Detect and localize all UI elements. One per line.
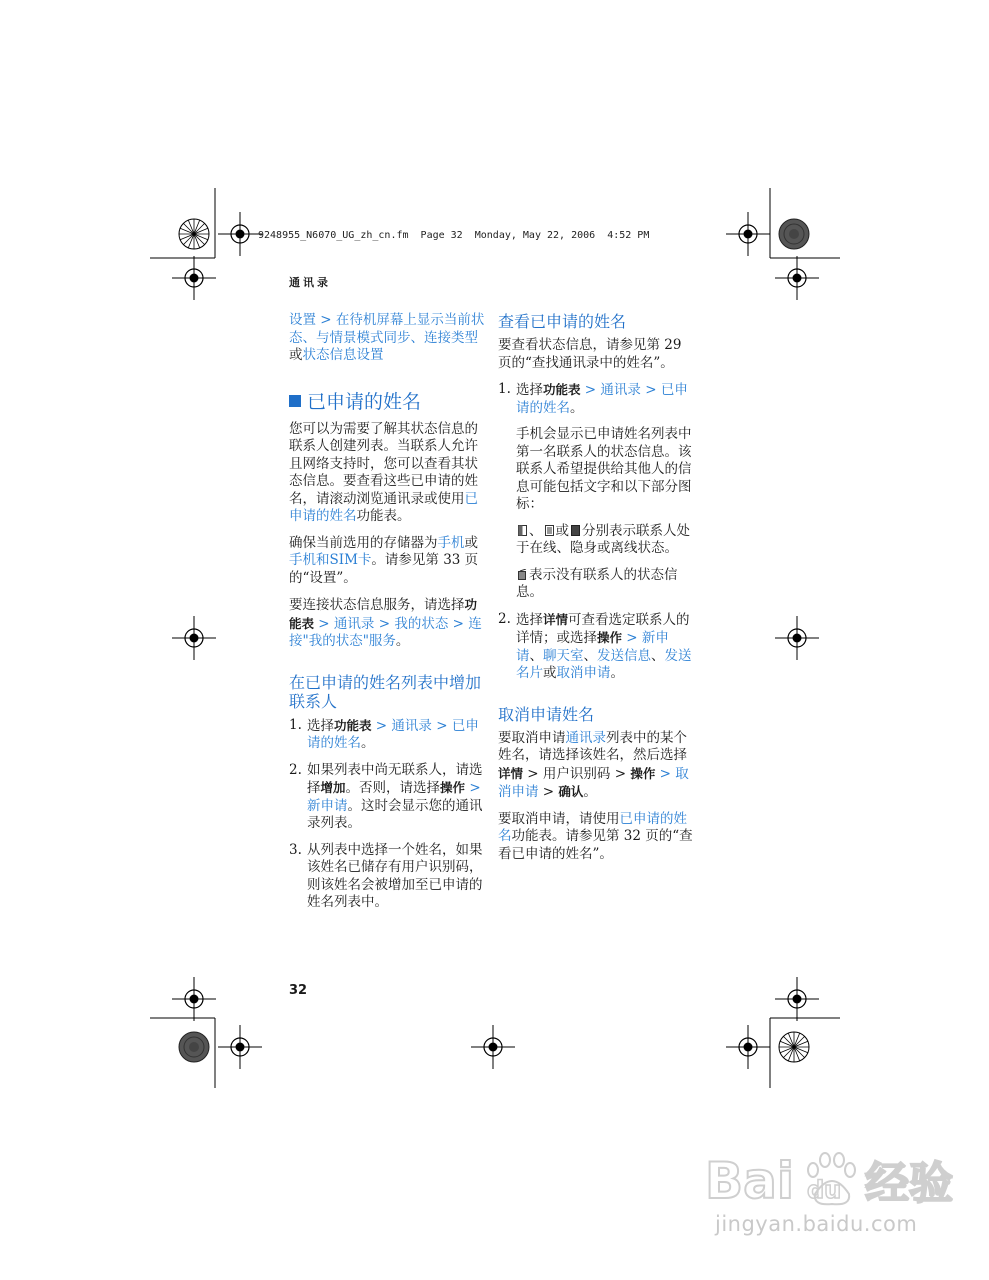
body-paragraph: 要取消申请，请使用已申请的姓名功能表。请参见第 32 页的“查看已申请的姓名”。	[498, 810, 693, 862]
registration-star-icon	[179, 219, 209, 249]
intro-paragraph: 设置 > 在待机屏幕上显示当前状态、与情景模式同步、连接类型或状态信息设置	[289, 312, 485, 363]
list-item: 2. 选择详情可查看选定联系人的详情；或选择操作 > 新申请、聊天室、发送信息、发送名片或取消申请。	[498, 610, 692, 681]
body-paragraph: 要连接状态信息服务，请选择功能表 > 通讯录 > 我的状态 > 连接"我的状态"服务。	[289, 597, 482, 649]
section-title: 已申请的姓名	[289, 391, 485, 413]
online-status-icon	[518, 525, 527, 536]
registration-cross-icon	[218, 212, 262, 256]
menu-link[interactable]: 发送名片	[516, 647, 692, 681]
menu-link[interactable]: 已申请的姓名	[498, 810, 687, 844]
menu-path-link[interactable]: 连接类型	[424, 329, 478, 346]
body-paragraph: 要取消申请通讯录列表中的某个姓名，请选择该姓名，然后选择详情 > 用户识别码 > 操作 > 取消申请 > 确认。	[498, 729, 689, 800]
registration-cross-icon	[775, 616, 819, 660]
menu-link[interactable]: 手机和SIM卡	[289, 552, 372, 568]
menu-link[interactable]: 通讯录	[565, 729, 606, 746]
invisible-status-icon	[545, 525, 554, 536]
menu-link[interactable]: 通讯录	[391, 717, 432, 734]
menu-link[interactable]: 新申请	[307, 797, 348, 814]
menu-link[interactable]: 新申请	[516, 630, 669, 664]
icon-legend: 表示没有联系人的状态信息。	[516, 566, 678, 600]
menu-link[interactable]: 连接"我的状态"服务	[289, 615, 482, 649]
body-paragraph: 确保当前选用的存储器为手机或手机和SIM卡。请参见第 33 页的“设置”。	[289, 534, 479, 586]
section-square-icon	[289, 395, 301, 407]
registration-cross-icon	[471, 1025, 515, 1069]
menu-link[interactable]: 取消申请	[498, 765, 689, 800]
menu-link[interactable]: 手机	[437, 534, 465, 551]
list-item: 1. 选择功能表 > 通讯录 > 已申请的姓名。	[289, 716, 479, 751]
page-number: 32	[289, 983, 308, 998]
registration-cross-icon	[775, 977, 819, 1021]
steps-list	[498, 611, 694, 683]
subsection-title: 查看已申请的姓名	[498, 312, 627, 331]
registration-dark-icon	[779, 219, 809, 249]
step-note: 手机会显示已申请姓名列表中第一名联系人的状态信息。该联系人希望提供给其他人的信息可能包括文字和以下部分图标：	[516, 426, 692, 512]
steps-list	[289, 717, 485, 912]
menu-link[interactable]: 通讯录	[333, 615, 375, 632]
registration-dark-icon	[179, 1032, 209, 1062]
svg-text:经验: 经验	[865, 1158, 953, 1209]
menu-path-link[interactable]: 与情景模式同步	[316, 329, 411, 346]
menu-link[interactable]: 已申请的姓名	[307, 717, 479, 751]
watermark-url: jingyan.baidu.com	[715, 1212, 918, 1236]
menu-path-link[interactable]: 状态信息设置	[302, 347, 384, 363]
menu-link[interactable]: 发送信息	[597, 647, 651, 664]
menu-link[interactable]: 取消申请	[556, 665, 611, 681]
no-status-icon	[518, 569, 527, 580]
framemaker-header: 9248955_N6070_UG_zh_cn.fm Page 32 Monday, May 22, 2006 4:52 PM	[258, 230, 650, 241]
svg-text:du: du	[807, 1176, 842, 1204]
steps-list	[498, 381, 694, 417]
menu-link[interactable]: 已申请的姓名	[289, 490, 478, 524]
registration-cross-icon	[172, 256, 216, 300]
registration-cross-icon	[726, 1025, 770, 1069]
body-paragraph: 您可以为需要了解其状态信息的联系人创建列表。当联系人允许且网络支持时，您可以查看其状态信息。要查看这些已申请的姓名，请滚动浏览通讯录或使用已申请的姓名功能表。	[289, 420, 478, 524]
menu-path-link[interactable]: 设置	[289, 312, 316, 328]
running-head: 通讯录	[289, 276, 331, 289]
subsection-title: 取消申请姓名	[498, 704, 595, 724]
icon-legend: 、 或 分别表示联系人处于在线、隐身或离线状态。	[516, 522, 690, 556]
body-paragraph: 要查看状态信息，请参见第 29 页的“查找通讯录中的姓名”。	[498, 337, 682, 371]
subsection-title: 在已申请的姓名列表中增加联系人	[289, 672, 482, 711]
menu-link[interactable]: 通讯录	[600, 382, 641, 398]
menu-link[interactable]: 我的状态	[394, 615, 449, 632]
svg-text:Bai: Bai	[705, 1152, 794, 1210]
list-item: 1. 选择功能表 > 通讯录 > 已申请的姓名。	[498, 381, 688, 416]
menu-path-link[interactable]: 在待机屏幕上显示当前状态	[289, 312, 485, 346]
right-column	[498, 312, 694, 872]
registration-cross-icon	[726, 212, 770, 256]
list-item: 3. 从列表中选择一个姓名，如果该姓名已储存有用户识别码，则该姓名会被增加至已申请的姓名列表中。	[289, 841, 483, 910]
registration-cross-icon	[775, 256, 819, 300]
registration-star-icon	[779, 1032, 809, 1062]
offline-status-icon	[571, 525, 580, 536]
list-item: 2. 如果列表中尚无联系人，请选择增加。否则，请选择操作 > 新申请。这时会显示您的通讯录列表。	[289, 761, 483, 831]
registration-cross-icon	[218, 1025, 262, 1069]
registration-cross-icon	[172, 616, 216, 660]
baidu-watermark-logo	[705, 1140, 965, 1260]
registration-cross-icon	[172, 977, 216, 1021]
menu-link[interactable]: 聊天室	[543, 647, 584, 664]
left-column	[289, 312, 485, 921]
menu-link[interactable]: 已申请的姓名	[516, 382, 688, 416]
